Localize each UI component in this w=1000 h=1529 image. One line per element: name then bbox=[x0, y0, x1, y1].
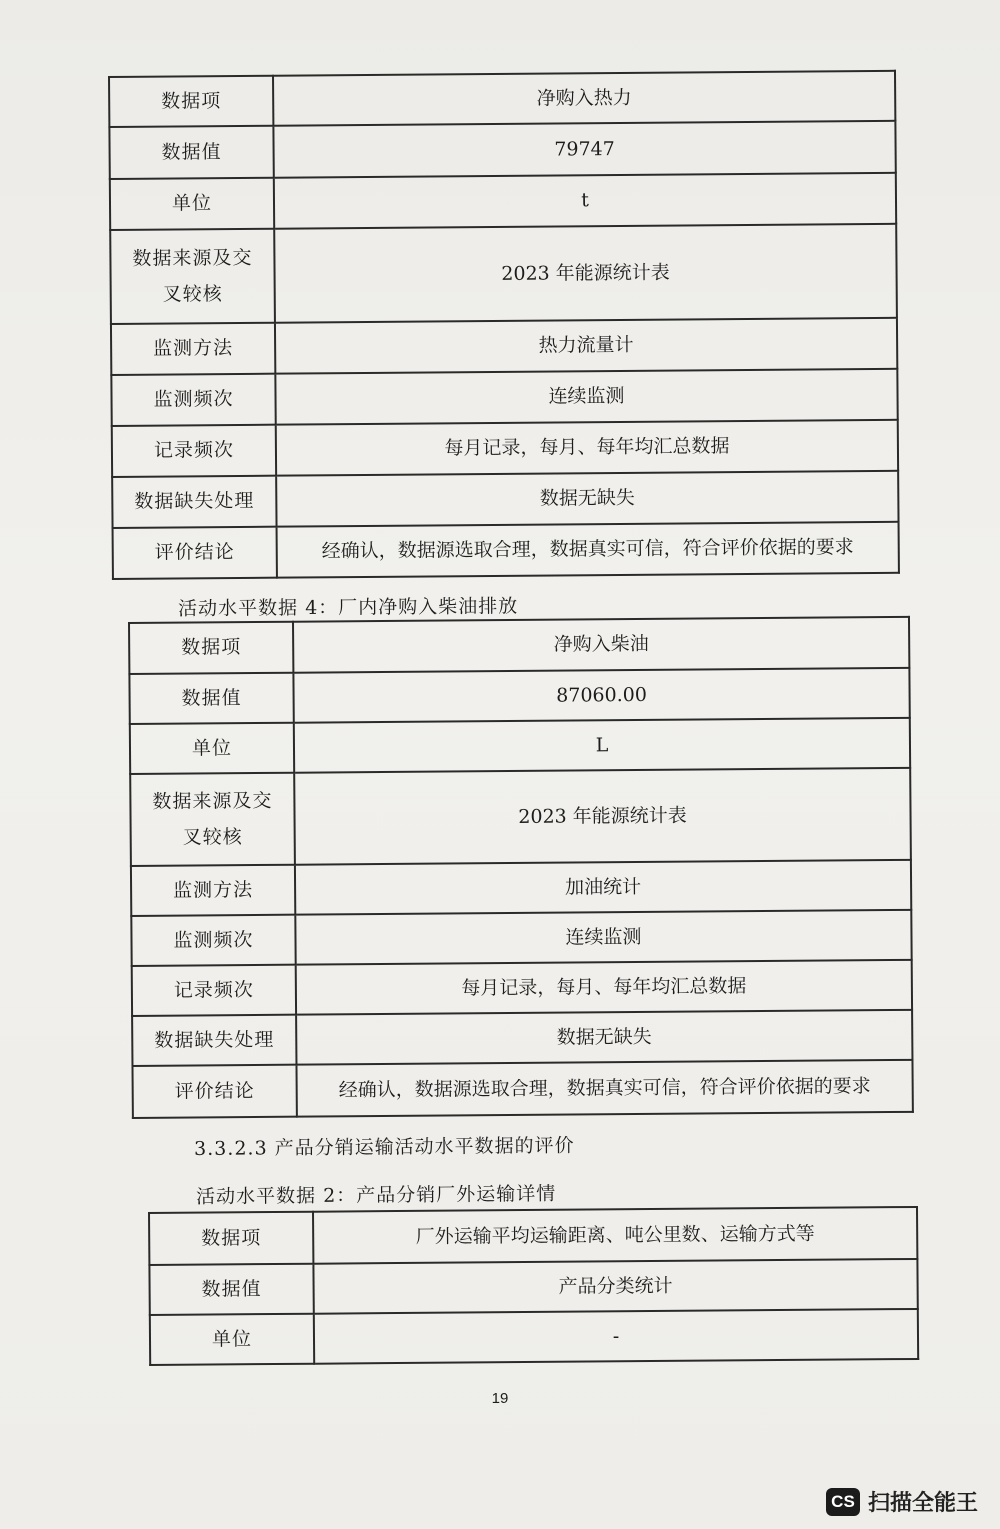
row-value: 每月记录，每月、每年均汇总数据 bbox=[296, 960, 912, 1015]
table-row bbox=[150, 1309, 918, 1365]
row-key: 记录频次 bbox=[132, 965, 296, 1016]
table-row bbox=[149, 1207, 917, 1265]
row-key: 监测频次 bbox=[111, 374, 275, 426]
row-value: 净购入热力 bbox=[273, 71, 895, 126]
row-value: 87060.00 bbox=[293, 668, 909, 723]
row-value: 79747 bbox=[273, 121, 895, 178]
row-value: 经确认，数据源选取合理，数据真实可信，符合评价依据的要求 bbox=[296, 1060, 912, 1117]
row-key: 数据缺失处理 bbox=[112, 476, 276, 528]
row-key: 数据项 bbox=[149, 1212, 313, 1265]
row-key-line1: 数据来源及交 bbox=[132, 246, 253, 270]
table-row bbox=[132, 1010, 912, 1066]
section-heading: 3.3.2.3 产品分销运输活动水平数据的评价 bbox=[194, 1134, 575, 1160]
row-value: 连续监测 bbox=[295, 910, 911, 965]
table-row bbox=[131, 860, 911, 916]
row-key: 单位 bbox=[150, 1314, 314, 1365]
table-row bbox=[129, 617, 909, 674]
table-caption-diesel: 活动水平数据 4：厂内净购入柴油排放 bbox=[178, 595, 519, 620]
row-value: 每月记录，每月、每年均汇总数据 bbox=[276, 420, 898, 476]
row-value: 数据无缺失 bbox=[276, 471, 898, 527]
row-key bbox=[110, 229, 275, 324]
row-value: 数据无缺失 bbox=[296, 1010, 912, 1065]
table-row bbox=[130, 768, 911, 866]
table-row bbox=[113, 522, 899, 579]
table-row bbox=[129, 668, 909, 724]
row-value: 加油统计 bbox=[295, 860, 911, 915]
table-row bbox=[110, 224, 897, 324]
heat-data-table bbox=[108, 70, 900, 580]
row-key-line2: 叉较核 bbox=[162, 283, 223, 306]
row-value: 经确认，数据源选取合理，数据真实可信，符合评价依据的要求 bbox=[277, 522, 899, 578]
table-caption-transport: 活动水平数据 2：产品分销厂外运输详情 bbox=[196, 1182, 557, 1208]
watermark-text: 扫描全能王 bbox=[867, 1491, 978, 1516]
row-key: 数据项 bbox=[129, 622, 293, 674]
row-key: 单位 bbox=[110, 178, 274, 230]
row-value: - bbox=[314, 1309, 918, 1364]
row-value: t bbox=[274, 173, 896, 229]
row-value: L bbox=[294, 718, 910, 773]
row-key: 数据值 bbox=[109, 126, 273, 179]
row-key: 数据缺失处理 bbox=[132, 1015, 296, 1066]
table-row bbox=[149, 1259, 917, 1315]
table-row bbox=[109, 121, 895, 179]
row-key-line1: 数据来源及交 bbox=[152, 789, 273, 813]
table-row bbox=[112, 471, 898, 528]
table-row bbox=[109, 71, 895, 127]
table-row bbox=[111, 369, 897, 426]
row-value: 厂外运输平均运输距离、吨公里数、运输方式等 bbox=[313, 1207, 917, 1264]
scanner-watermark bbox=[826, 1486, 978, 1517]
row-key: 数据项 bbox=[109, 76, 273, 127]
row-key: 监测方法 bbox=[131, 865, 295, 916]
transport-data-table bbox=[148, 1206, 919, 1366]
page-number: 19 bbox=[491, 1390, 509, 1407]
camscanner-logo-icon: CS bbox=[826, 1488, 860, 1516]
row-value: 产品分类统计 bbox=[313, 1259, 917, 1314]
row-key: 监测方法 bbox=[111, 323, 275, 375]
row-key bbox=[130, 773, 295, 866]
table-row bbox=[132, 960, 912, 1016]
row-key: 评价结论 bbox=[113, 527, 277, 579]
table-row bbox=[111, 318, 897, 375]
row-key: 数据值 bbox=[129, 673, 293, 724]
row-value: 2023 年能源统计表 bbox=[294, 768, 911, 865]
row-key: 单位 bbox=[130, 723, 294, 774]
table-row bbox=[112, 420, 898, 477]
row-key: 评价结论 bbox=[132, 1065, 296, 1118]
row-value: 热力流量计 bbox=[275, 318, 897, 374]
diesel-data-table bbox=[128, 616, 914, 1119]
row-value: 连续监测 bbox=[275, 369, 897, 425]
row-value: 2023 年能源统计表 bbox=[274, 224, 897, 323]
table-row bbox=[130, 718, 910, 774]
row-key-line2: 叉较核 bbox=[182, 826, 243, 849]
table-row bbox=[110, 173, 896, 230]
row-key: 记录频次 bbox=[112, 425, 276, 477]
row-key: 数据值 bbox=[149, 1264, 313, 1315]
table-row bbox=[131, 910, 911, 966]
table-row bbox=[132, 1060, 912, 1118]
row-key: 监测频次 bbox=[131, 915, 295, 966]
row-value: 净购入柴油 bbox=[293, 617, 909, 673]
